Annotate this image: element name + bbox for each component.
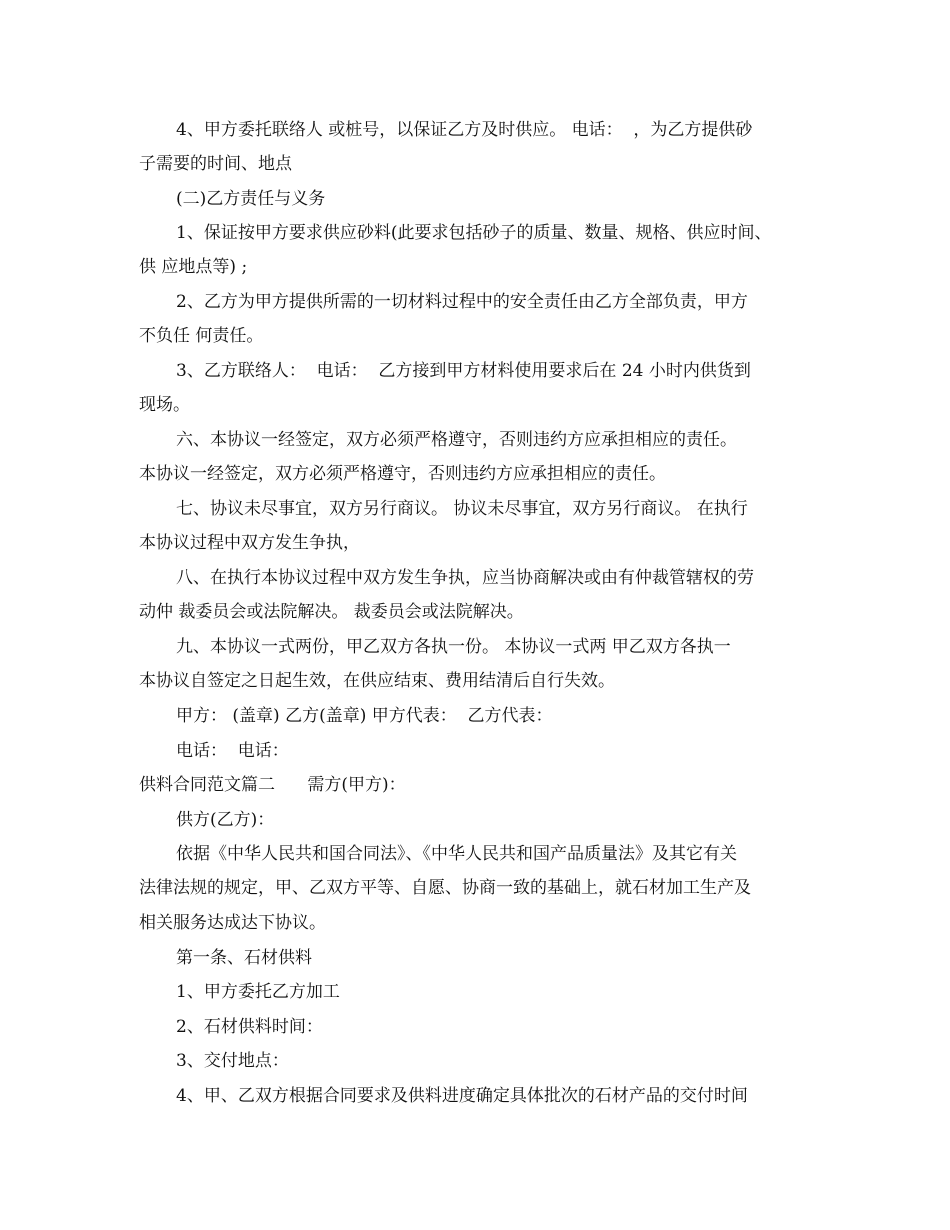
paragraph-6-line-1: 六、本协议一经签定，双方必须严格遵守，否则违约方应承担相应的责任。 — [176, 430, 737, 450]
paragraph-9-line-2: 本协议自签定之日起生效，在供应结束、费用结清后自行失效。 — [139, 671, 615, 691]
paragraph-17-line-1: 2、石材供料时间： — [176, 1017, 323, 1037]
paragraph-2-line-1: (二)乙方责任与义务 — [176, 189, 326, 209]
paragraph-5-line-2: 现场。 — [139, 395, 190, 415]
paragraph-8-line-1: 八、在执行本协议过程中双方发生争执，应当协商解决或由有仲裁管辖权的劳 — [176, 568, 754, 588]
paragraph-6-line-2: 本协议一经签定，双方必须严格遵守，否则违约方应承担相应的责任。 — [139, 464, 666, 484]
paragraph-15-line-1: 第一条、石材供料 — [176, 948, 312, 968]
paragraph-1-line-2: 子需要的时间、地点 — [139, 154, 292, 174]
paragraph-3-line-1: 1、保证按甲方要求供应砂料(此要求包括砂子的质量、数量、规格、供应时间、 — [176, 223, 772, 243]
paragraph-14-line-3: 相关服务达成达下协议。 — [139, 913, 326, 933]
paragraph-14-line-2: 法律法规的规定，甲、乙双方平等、自愿、协商一致的基础上，就石材加工生产及 — [139, 878, 751, 898]
paragraph-4-line-2: 不负任 何责任。 — [139, 326, 264, 346]
paragraph-14-line-1: 依据《中华人民共和国合同法》、《中华人民共和国产品质量法》及其它有关 — [176, 844, 737, 864]
paragraph-4-line-1: 2、乙方为甲方提供所需的一切材料过程中的安全责任由乙方全部负责，甲方 — [176, 292, 748, 312]
paragraph-1-line-1: 4、甲方委托联络人 或桩号，以保证乙方及时供应。 电话： ，为乙方提供砂 — [176, 120, 753, 140]
paragraph-10-line-1: 甲方： (盖章) 乙方(盖章) 甲方代表： 乙方代表： — [176, 706, 553, 726]
paragraph-7-line-2: 本协议过程中双方发生争执， — [139, 533, 360, 553]
paragraph-9-line-1: 九、本协议一式两份，甲乙双方各执一份。 本协议一式两 甲乙双方各执一 — [176, 637, 731, 657]
paragraph-11-line-1: 电话： 电话： — [176, 741, 289, 761]
paragraph-18-line-1: 3、交付地点： — [176, 1051, 289, 1071]
paragraph-7-line-1: 七、协议未尽事宜，双方另行商议。 协议未尽事宜，双方另行商议。 在执行 — [176, 499, 748, 519]
paragraph-3-line-2: 供 应地点等) ; — [139, 257, 248, 277]
paragraph-8-line-2: 动仲 裁委员会或法院解决。 裁委员会或法院解决。 — [139, 602, 524, 622]
paragraph-13-line-1: 供方(乙方)： — [176, 810, 275, 830]
paragraph-12-line-1: 供料合同范文篇二 需方(甲方)： — [139, 775, 406, 795]
paragraph-19-line-1: 4、甲、乙双方根据合同要求及供料进度确定具体批次的石材产品的交付时间 — [176, 1086, 748, 1106]
paragraph-5-line-1: 3、乙方联络人： 电话： 乙方接到甲方材料使用要求后在 24 小时内供货到 — [176, 361, 751, 381]
paragraph-16-line-1: 1、甲方委托乙方加工 — [176, 982, 340, 1002]
